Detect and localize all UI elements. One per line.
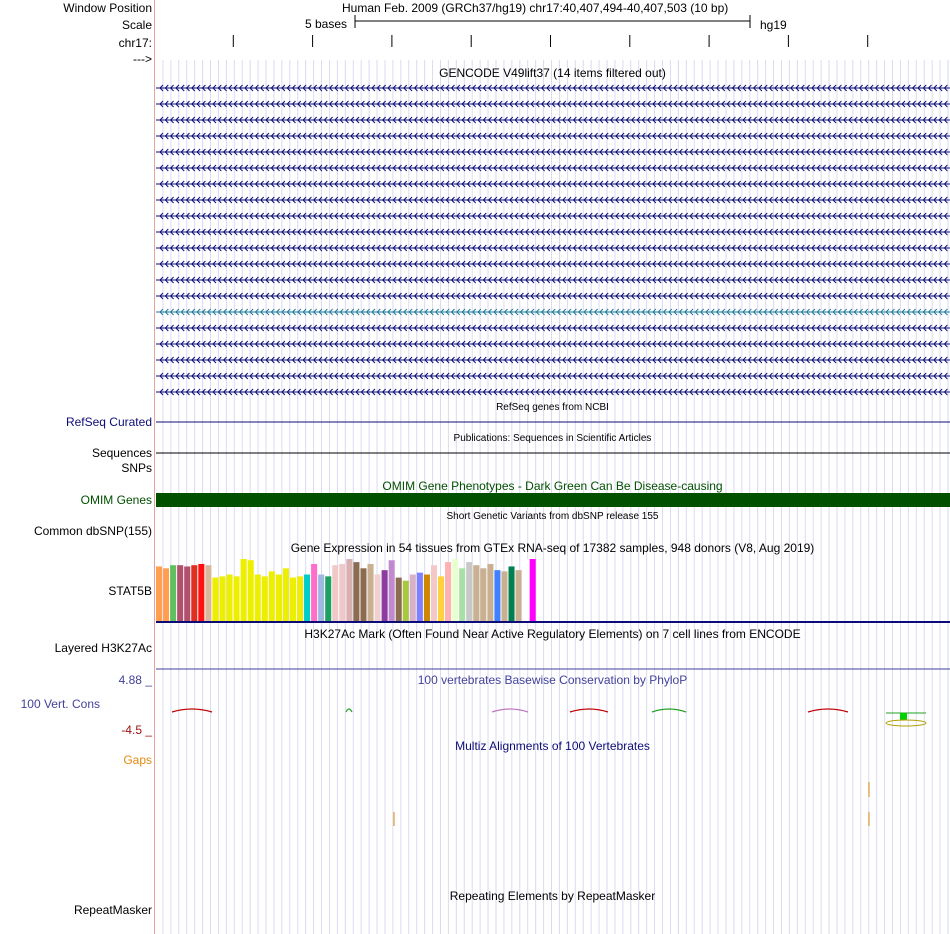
phylop-score-mark [886, 720, 926, 726]
gtex-tissue-bar[interactable] [501, 571, 507, 621]
phylop-score-mark [652, 709, 686, 712]
strand-label[interactable]: ---> [133, 52, 152, 66]
gtex-tissue-bar[interactable] [452, 559, 458, 621]
h3k27ac-track-title[interactable]: H3K27Ac Mark (Often Found Near Active Regulatory Elements) on 7 cell lines from ENCODE [304, 627, 801, 641]
phylop-score-mark [900, 713, 907, 720]
phylop-label[interactable]: 100 Vert. Cons [20, 697, 100, 711]
chrom-label[interactable]: chr17: [118, 36, 152, 50]
scale-label: Scale [121, 18, 152, 32]
gtex-tissue-bar[interactable] [530, 559, 536, 621]
gtex-tissue-bar[interactable] [417, 573, 423, 621]
gtex-tissue-bar[interactable] [339, 564, 345, 621]
scale-db: hg19 [760, 18, 787, 32]
snps-label[interactable]: SNPs [121, 461, 152, 475]
phylop-min-label: -4.5 _ [121, 723, 152, 737]
gtex-tissue-bar[interactable] [403, 581, 409, 621]
gtex-tissue-bar[interactable] [269, 571, 275, 621]
gtex-tissue-bar[interactable] [368, 564, 374, 621]
gtex-tissue-bar[interactable] [163, 568, 169, 621]
gtex-tissue-bar[interactable] [191, 565, 197, 621]
gtex-tissue-bar[interactable] [509, 566, 515, 621]
phylop-track-title[interactable]: 100 vertebrates Basewise Conservation by PhyloP [417, 673, 688, 687]
omim-track-title[interactable]: OMIM Gene Phenotypes - Dark Green Can Be Disease-causing [382, 479, 723, 493]
gtex-tissue-bar[interactable] [198, 564, 204, 621]
scale-text: 5 bases [305, 17, 348, 31]
refseq-label[interactable]: RefSeq Curated [65, 415, 152, 429]
gtex-tissue-bar[interactable] [219, 576, 225, 621]
gtex-tissue-bar[interactable] [227, 575, 233, 622]
gtex-tissue-bar[interactable] [248, 560, 254, 621]
dbsnp-label[interactable]: Common dbSNP(155) [33, 524, 152, 538]
phylop-score-mark [346, 709, 352, 712]
gtex-tissue-bar[interactable] [332, 565, 338, 621]
refseq-track-title[interactable]: RefSeq genes from NCBI [496, 402, 609, 413]
gtex-tissue-bar[interactable] [325, 576, 331, 621]
gtex-tissue-bar[interactable] [262, 576, 268, 621]
gtex-tissue-bar[interactable] [276, 575, 282, 622]
omim-label[interactable]: OMIM Genes [80, 493, 152, 507]
gtex-tissue-bar[interactable] [205, 565, 211, 621]
gtex-tissue-bar[interactable] [346, 559, 352, 621]
gtex-tissue-bar[interactable] [311, 564, 317, 621]
gtex-tissue-bar[interactable] [297, 576, 303, 621]
dbsnp-track-title[interactable]: Short Genetic Variants from dbSNP release 155 [446, 511, 659, 522]
phylop-score-mark [808, 709, 848, 712]
gtex-tissue-bar[interactable] [212, 578, 218, 621]
gtex-tissue-bar[interactable] [318, 575, 324, 622]
assembly-position-text: Human Feb. 2009 (GRCh37/hg19) chr17:40,407,494-40,407,503 (10 bp) [342, 1, 729, 15]
gtex-tissue-bar[interactable] [375, 575, 381, 622]
gtex-tissue-bar[interactable] [353, 562, 359, 621]
gtex-tissue-bar[interactable] [389, 560, 395, 621]
gtex-tissue-bar[interactable] [241, 559, 247, 621]
gtex-tissue-bar[interactable] [438, 576, 444, 621]
gencode-track-title[interactable]: GENCODE V49lift37 (14 items filtered out) [439, 66, 666, 80]
gtex-tissue-bar[interactable] [304, 575, 310, 622]
gtex-tissue-bar[interactable] [466, 562, 472, 621]
omim-bar[interactable] [156, 493, 950, 507]
gtex-tissue-bar[interactable] [170, 565, 176, 621]
gtex-tissue-bar[interactable] [290, 578, 296, 621]
gtex-tissue-bar[interactable] [184, 566, 190, 621]
phylop-score-mark [570, 709, 608, 712]
repeatmasker-label[interactable]: RepeatMasker [73, 903, 152, 917]
gtex-tissue-bar[interactable] [382, 570, 388, 621]
gtex-tissue-bar[interactable] [360, 568, 366, 621]
gtex-tissue-bar[interactable] [487, 564, 493, 621]
phylop-score-mark [172, 709, 212, 712]
gtex-tissue-bar[interactable] [445, 562, 451, 621]
multiz-track-title[interactable]: Multiz Alignments of 100 Vertebrates [455, 739, 650, 753]
phylop-max-label: 4.88 _ [118, 673, 152, 687]
publications-track-title[interactable]: Publications: Sequences in Scientific Articles [453, 433, 652, 444]
gtex-track-title[interactable]: Gene Expression in 54 tissues from GTEx RNA-seq of 17382 samples, 948 donors (V8, Aug 2019) [290, 541, 815, 555]
gtex-tissue-bar[interactable] [459, 568, 465, 621]
phylop-score-mark [492, 709, 528, 712]
gtex-tissue-bar[interactable] [177, 565, 183, 621]
gtex-tissue-bar[interactable] [516, 570, 522, 621]
gtex-tissue-bar[interactable] [494, 570, 500, 621]
gtex-tissue-bar[interactable] [396, 578, 402, 621]
gtex-tissue-bar[interactable] [255, 575, 261, 622]
gtex-tissue-bar[interactable] [283, 568, 289, 621]
gtex-tissue-bar[interactable] [473, 565, 479, 621]
gaps-label[interactable]: Gaps [123, 753, 152, 767]
gtex-tissue-bar[interactable] [431, 565, 437, 621]
gtex-tissue-bar[interactable] [156, 566, 162, 621]
repeatmasker-track-title[interactable]: Repeating Elements by RepeatMasker [449, 889, 656, 903]
gtex-tissue-bar[interactable] [480, 568, 486, 621]
window-position-label: Window Position [63, 1, 152, 15]
gtex-label[interactable]: STAT5B [108, 584, 152, 598]
gtex-tissue-bar[interactable] [234, 576, 240, 621]
gtex-tissue-bar[interactable] [424, 575, 430, 622]
gtex-tissue-bar[interactable] [410, 575, 416, 622]
gtex-tissue-bar[interactable] [523, 559, 529, 621]
publications-label[interactable]: Sequences [91, 446, 152, 460]
h3k27ac-label[interactable]: Layered H3K27Ac [54, 641, 152, 655]
